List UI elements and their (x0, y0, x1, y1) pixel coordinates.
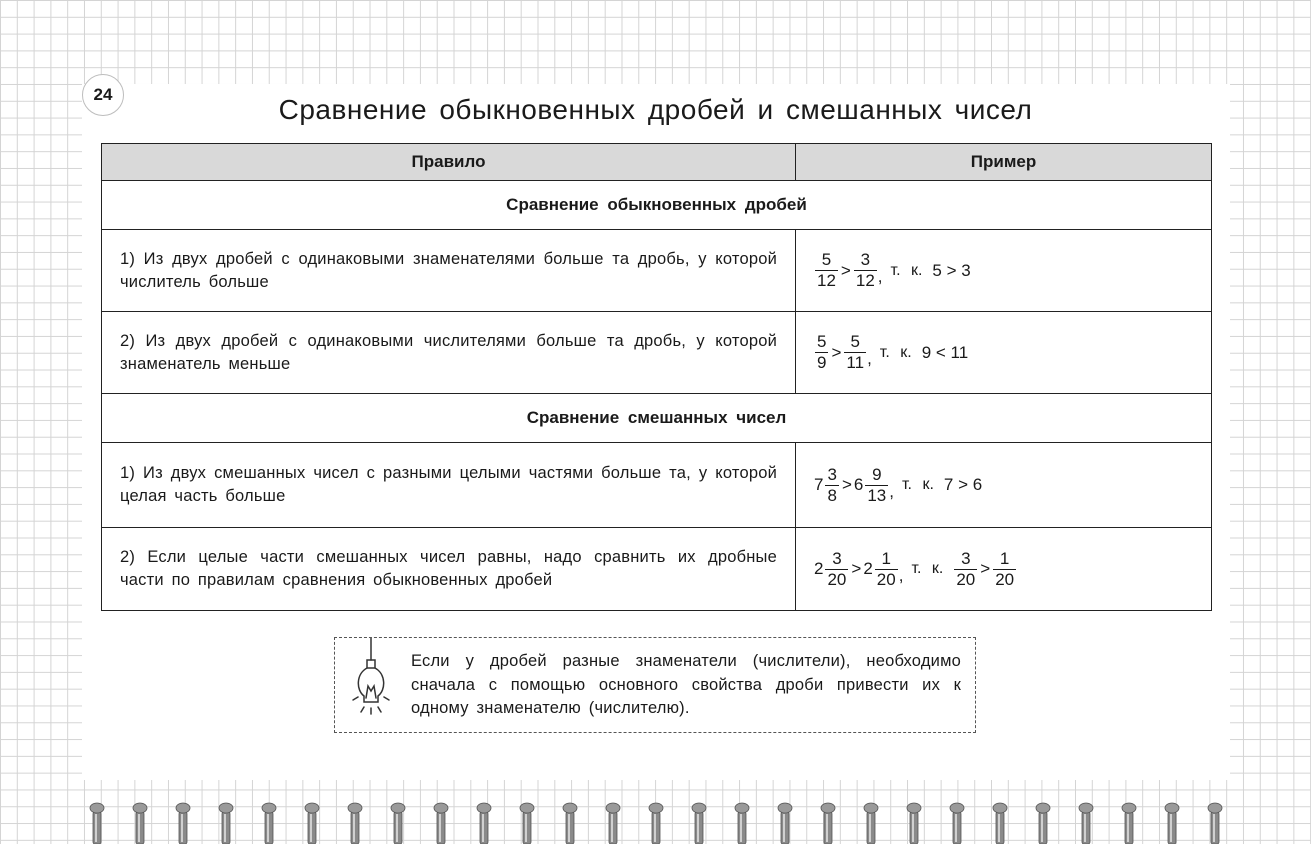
spiral-ring (133, 803, 147, 844)
denominator: 12 (855, 271, 875, 290)
spiral-ring (563, 803, 577, 844)
section-heading-row (102, 181, 1212, 230)
fraction (993, 549, 1016, 590)
denominator: 20 (827, 569, 847, 589)
whole-part: 7 (814, 475, 824, 494)
denominator: 11 (846, 353, 865, 372)
fraction (825, 549, 848, 590)
spiral-ring (262, 803, 276, 844)
spiral-ring (1036, 803, 1050, 844)
note-box (334, 637, 976, 733)
lightbulb-icon (349, 638, 393, 723)
comparison-operator: > (841, 475, 852, 494)
numerator: 3 (961, 548, 971, 568)
numerator: 5 (821, 250, 832, 269)
example-expression (814, 250, 1211, 291)
rules-table (101, 143, 1212, 611)
denominator: 20 (956, 569, 976, 589)
table-row (102, 312, 1212, 394)
numerator: 1 (881, 548, 891, 568)
spiral-ring (520, 803, 534, 844)
comma: , (898, 565, 904, 585)
table-row (102, 230, 1212, 312)
spiral-ring (90, 803, 104, 844)
table-row (102, 528, 1212, 611)
example-cell (796, 312, 1212, 394)
fraction (815, 250, 838, 291)
rule-text: 2) Если целые части смешанных чисел равны, надо сравнить их дробные части по правилам сравнения обыкновенных дробей (102, 528, 796, 611)
fraction (875, 549, 898, 590)
whole-part: 2 (814, 559, 824, 578)
fraction (815, 332, 828, 373)
spiral-ring (477, 803, 491, 844)
spiral-ring (993, 803, 1007, 844)
spiral-ring (1208, 803, 1222, 844)
spiral-ring (907, 803, 921, 844)
fraction (844, 332, 866, 373)
spiral-ring (1122, 803, 1136, 844)
spiral-ring (821, 803, 835, 844)
numerator: 3 (860, 250, 871, 269)
spiral-ring (649, 803, 663, 844)
because-label: т. к. (890, 261, 923, 279)
rule-text: 2) Из двух дробей с одинаковыми числителями больше та дробь, у которой знаменатель меньше (102, 312, 796, 394)
denominator: 9 (817, 353, 827, 372)
column-header-rule: Правило (102, 144, 796, 181)
fraction (865, 465, 888, 506)
numerator: 5 (850, 332, 860, 351)
example-expression (814, 549, 1211, 590)
spiral-ring (391, 803, 405, 844)
numerator: 3 (827, 464, 837, 484)
example-cell (796, 528, 1212, 611)
rule-text: 1) Из двух смешанных чисел с разными целыми частями больше та, у которой целая часть больше (102, 443, 796, 528)
spiral-ring (219, 803, 233, 844)
example-expression (814, 332, 1211, 373)
spiral-ring (176, 803, 190, 844)
spiral-ring (1165, 803, 1179, 844)
comparison-operator: > (851, 559, 862, 578)
example-cell (796, 443, 1212, 528)
denominator: 13 (867, 485, 887, 505)
table-header-row (102, 144, 1212, 181)
page-number: 24 (82, 74, 124, 116)
denominator: 20 (876, 569, 896, 589)
numerator: 9 (872, 464, 882, 484)
spiral-ring (692, 803, 706, 844)
numerator: 3 (832, 548, 842, 568)
rule-text: 1) Из двух дробей с одинаковыми знаменателями больше та дробь, у которой числитель больше (102, 230, 796, 312)
column-header-example: Пример (796, 144, 1212, 181)
spiral-ring (348, 803, 362, 844)
denominator: 12 (817, 271, 836, 290)
spiral-binding (0, 798, 1311, 844)
example-expression (814, 465, 1211, 506)
comma: , (877, 267, 883, 286)
because-label: т. к. (911, 560, 944, 577)
reason-text: 7 > 6 (943, 475, 983, 494)
comma: , (889, 481, 894, 501)
fraction (825, 465, 838, 506)
fraction (854, 250, 877, 291)
page-title: Сравнение обыкновенных дробей и смешанных чисел (278, 94, 1033, 125)
spiral-ring (735, 803, 749, 844)
spiral-ring (778, 803, 792, 844)
table-row (102, 443, 1212, 528)
denominator: 8 (827, 485, 837, 505)
comma: , (867, 349, 872, 368)
spiral-ring (1079, 803, 1093, 844)
reason-text: 9 < 11 (921, 342, 969, 362)
comparison-operator: > (831, 342, 842, 362)
fraction (954, 549, 977, 590)
section-heading: Сравнение обыкновенных дробей (102, 181, 1212, 230)
spiral-ring (606, 803, 620, 844)
whole-part: 6 (853, 475, 864, 494)
because-label: т. к. (879, 343, 912, 361)
reason-text: 5 > 3 (932, 260, 971, 280)
spiral-ring (434, 803, 448, 844)
spiral-ring (864, 803, 878, 844)
denominator: 20 (995, 569, 1015, 589)
numerator: 1 (999, 548, 1010, 568)
spiral-ring (950, 803, 964, 844)
numerator: 5 (817, 332, 827, 351)
section-heading: Сравнение смешанных чисел (102, 394, 1212, 443)
because-label: т. к. (902, 476, 934, 493)
comparison-operator: > (980, 559, 991, 578)
whole-part: 2 (863, 559, 873, 578)
example-cell (796, 230, 1212, 312)
spiral-ring (305, 803, 319, 844)
comparison-operator: > (840, 260, 851, 280)
note-text: Если у дробей разные знаменатели (числители), необходимо сначала с помощью основного свойства дроби привести их к одному знаменателю (числителю). (411, 652, 961, 717)
section-heading-row (102, 394, 1212, 443)
